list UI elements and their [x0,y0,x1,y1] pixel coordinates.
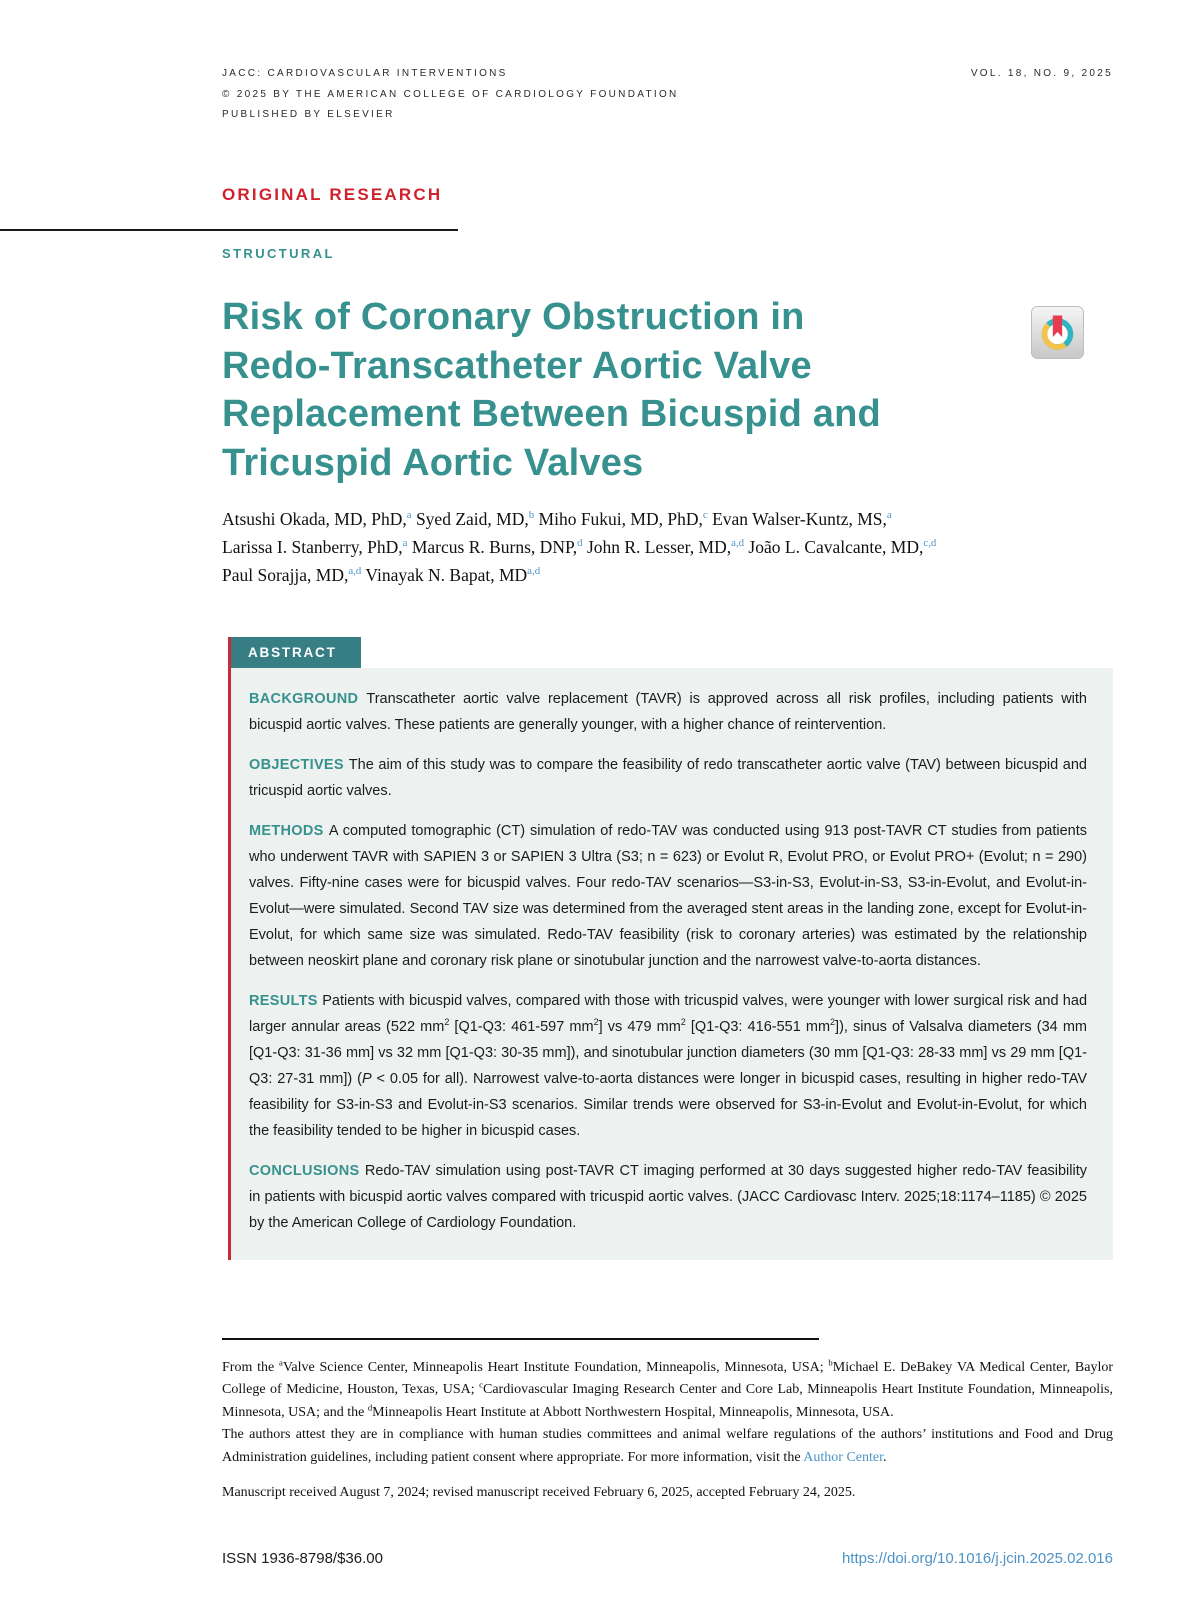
text-segment: Larissa I. Stanberry, PhD, [222,537,403,557]
text-segment: João L. Cavalcante, MD, [744,537,924,557]
manuscript-dates: Manuscript received August 7, 2024; revised manuscript received February 6, 2025, accepted February 24, 2025. [222,1485,856,1501]
text-segment: < 0.05 for all). Narrowest valve-to-aorta distances were longer in bicuspid cases, resulting in higher redo-TAV feasibility for S3-in-S3 and Evolut-in-S3 scenarios. Similar trends were observed for S3-in-Evolut and Evolut-in-Evolut, for which the feasibility tended to be higher in bicuspid cases. [249,1071,1087,1139]
superscript: 2 [680,1017,686,1028]
paragraph-lead-label: RESULTS [249,993,323,1009]
text-segment: Valve Science Center, Minneapolis Heart Institute Foundation, Minneapolis, Minnesota, USA; [282,1360,829,1375]
central-illustration-icon[interactable] [1031,306,1084,359]
article-title: Risk of Coronary Obstruction in Redo-Transcatheter Aortic Valve Replacement Between Bicuspid and Tricuspid Aortic Valves [222,296,881,484]
journal-header [222,64,1113,126]
abstract-section [228,637,1113,1260]
text-segment: [Q1-Q3: 461-597 mm [449,1019,594,1035]
publisher-line: PUBLISHED BY ELSEVIER [222,109,395,120]
structural-section-label: STRUCTURAL [222,246,335,261]
abstract-paragraph-methods [249,818,1087,974]
text-segment: Miho Fukui, MD, PhD, [534,509,703,529]
text-segment: From the [222,1360,279,1375]
text-segment: The authors attest they are in compliance with human studies committees and animal welfare regulations of the authors’ institutions and Food and Drug Administration guidelines, including patient consent where appropriate. For more information, visit the [222,1427,1113,1465]
superscript: d [367,1402,373,1413]
abstract-paragraph-conclusions [249,1158,1087,1236]
text-segment: Atsushi Okada, MD, PhD, [222,509,407,529]
text-segment: Cardiovascular Imaging Research Center and Core Lab, Minneapolis Heart Institute Foundation, Minneapolis, Minnesota, USA; and the [222,1382,1113,1420]
text-segment: Paul Sorajja, MD, [222,565,349,585]
superscript: a,d [348,565,362,578]
page-footer [222,1550,1113,1567]
author-list [222,505,1113,589]
doi-link[interactable]: https://doi.org/10.1016/j.jcin.2025.02.016 [841,1550,1113,1567]
abstract-paragraph-results [249,988,1087,1144]
text-segment: P [361,1071,372,1087]
abstract-label: ABSTRACT [228,637,361,668]
text-segment: Transcatheter aortic valve replacement (TAVR) is approved across all risk profiles, including patients with bicuspid aortic valves. These patients are generally younger, with a higher chance of reintervention. [249,691,1087,733]
text-segment: ] vs 479 mm [598,1019,681,1035]
superscript: c [479,1379,483,1390]
text-segment: Evan Walser-Kuntz, MS, [707,509,887,529]
superscript: a [278,1357,283,1368]
superscript: a [886,509,892,522]
superscript: a [406,509,412,522]
copyright-line: © 2025 BY THE AMERICAN COLLEGE OF CARDIOLOGY FOUNDATION [222,88,679,100]
issn-text: ISSN 1936-8798/$36.00 [222,1550,383,1567]
text-segment: Minneapolis Heart Institute at Abbott Northwestern Hospital, Minneapolis, Minnesota, USA. [372,1404,894,1420]
text-segment: Marcus R. Burns, DNP, [407,537,578,557]
superscript: d [577,537,583,550]
footnotes [222,1357,1113,1504]
text-segment: John R. Lesser, MD, [582,537,732,557]
superscript: b [528,509,535,522]
superscript: b [828,1357,833,1368]
author-line [222,561,1113,589]
paragraph-lead-label: OBJECTIVES [249,757,349,773]
text-segment: [Q1-Q3: 416-551 mm [685,1019,831,1035]
superscript: a,d [527,565,541,578]
superscript: 2 [444,1017,450,1028]
superscript: 2 [593,1017,599,1028]
superscript: c,d [923,537,937,550]
text-segment: A computed tomographic (CT) simulation of redo-TAV was conducted using 913 post-TAVR CT studies from patients who underwent TAVR with SAPIEN 3 or SAPIEN 3 Ultra (S3; n = 623) or Evolut R, Evolut PRO, or Evolut PRO+ (Evolut; n = 290) valves. Fifty-nine cases were for bicuspid valves. Four redo-TAV scenarios—S3-in-S3, Evolut-in-S3, S3-in-Evolut, and Evolut-in-Evolut—were simulated. Second TAV size was determined from the averaged stent areas in the landing zone, except for Evolut-in-Evolut, for which same size was simulated. Redo-TAV feasibility (risk to coronary arteries) was estimated by the relationship between neoskirt plane and coronary risk plane or sinotubular junction and the narrowest valve-to-aorta distances. [249,823,1087,969]
abstract-paragraph-objectives [249,752,1087,804]
superscript: a [402,537,408,550]
paragraph-lead-label: CONCLUSIONS [249,1163,365,1179]
footnote-rule [222,1338,819,1340]
abstract-body [228,668,1113,1260]
category-underline-rule [0,229,458,231]
affiliations-footnote [222,1357,1113,1424]
text-segment: Syed Zaid, MD, [411,509,529,529]
abstract-paragraph-background [249,686,1087,738]
text-segment: . [883,1449,887,1465]
paragraph-lead-label: BACKGROUND [249,691,367,707]
journal-header-left [222,64,679,126]
text-segment: Redo-TAV simulation using post-TAVR CT imaging performed at 30 days suggested higher redo-TAV feasibility in patients with bicuspid aortic valves compared with tricuspid aortic valves. (JACC Cardiovasc Interv. 2025;18:1174–1185) © 2025 by the American College of Cardiology Foundation. [249,1163,1087,1231]
paragraph-lead-label: METHODS [249,823,329,839]
superscript: c [702,509,708,522]
text-segment: Vinayak N. Bapat, MD [361,565,528,585]
author-line [222,533,1113,561]
text-segment: The aim of this study was to compare the feasibility of redo transcatheter aortic valve (TAV) between bicuspid and tricuspid aortic valves. [249,757,1087,799]
author-line [222,505,1113,533]
text-segment: Michael E. DeBakey VA Medical Center, Baylor College of Medicine, Houston, Texas, USA; [222,1360,1113,1398]
text-segment: ]), sinus of Valsalva diameters (34 mm [Q1-Q3: 31-36 mm] vs 32 mm [Q1-Q3: 30-35 mm]), and sinotubular junction diameters (30 mm [Q1-Q3: 28-33 mm] vs 29 mm [Q1-Q3: 27-31 mm]) ( [249,1019,1088,1087]
superscript: a,d [731,537,745,550]
compliance-footnote [222,1424,1113,1469]
original-research-label: ORIGINAL RESEARCH [222,185,443,204]
author-center-link[interactable]: Author Center [803,1449,883,1465]
text-segment: Patients with bicuspid valves, compared with those with tricuspid valves, were younger with lower surgical risk and had larger annular areas (522 mm [249,993,1088,1035]
volume-info: VOL. 18, NO. 9, 2025 [970,68,1113,79]
superscript: 2 [830,1017,836,1028]
journal-name: JACC: CARDIOVASCULAR INTERVENTIONS [222,68,508,79]
